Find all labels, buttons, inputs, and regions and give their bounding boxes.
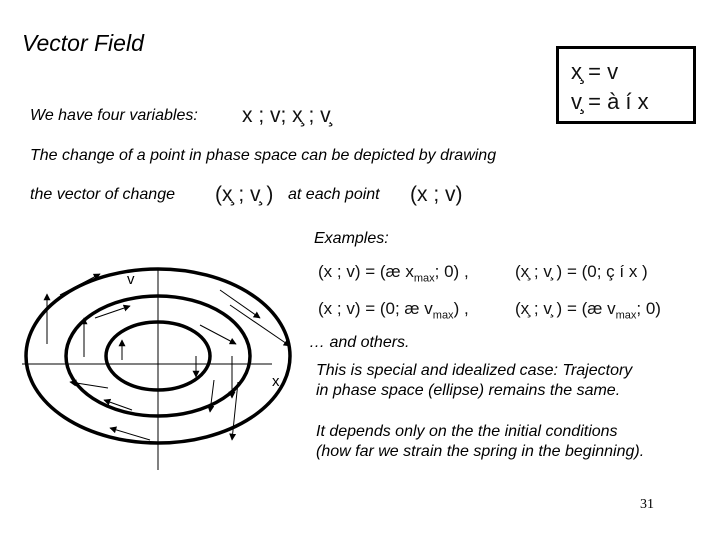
example-1-change: (x̧ ; v̧ ) = (0; ç í x ) (515, 262, 648, 281)
change-description-mid: at each point (288, 186, 380, 203)
example-2-change: (x̧ ; v̧ ) = (æ $v_{max}$; 0) (515, 299, 661, 322)
variables-expression: x ; v; x̧ ; v̧ (242, 104, 331, 127)
system-equation-2: v̧ = à í x (571, 89, 649, 114)
example-1-state: (x ; v) = (æ $x_{max}$; 0) , (318, 262, 469, 285)
change-vector-expression: (x̧ ; v̧ ) (215, 183, 274, 206)
change-description-line-1: The change of a point in phase space can be depicted by drawing (30, 147, 497, 164)
depends-line-1: It depends only on the the initial conditions (316, 423, 618, 440)
change-description-prefix: the vector of change (30, 186, 175, 203)
page-number: 31 (640, 497, 654, 512)
and-others-text: … and others. (309, 334, 410, 351)
special-case-line-2: in phase space (ellipse) remains the same. (316, 382, 621, 399)
field-arrow (60, 274, 100, 295)
field-arrow (210, 380, 214, 412)
x-axis-label: x (272, 373, 280, 390)
v-axis-label: v (127, 271, 135, 288)
examples-label: Examples: (314, 230, 389, 247)
system-equation-1: x̧ = v (571, 59, 619, 84)
point-expression: (x ; v) (410, 183, 463, 206)
variables-label: We have four variables: (30, 107, 198, 124)
example-2-state: (x ; v) = (0; æ $v_{max}$) , (318, 299, 469, 322)
slide-title: Vector Field (22, 30, 144, 56)
special-case-line-1: This is special and idealized case: Trajectory (316, 362, 633, 379)
depends-line-2: (how far we strain the spring in the beginning). (316, 443, 645, 460)
